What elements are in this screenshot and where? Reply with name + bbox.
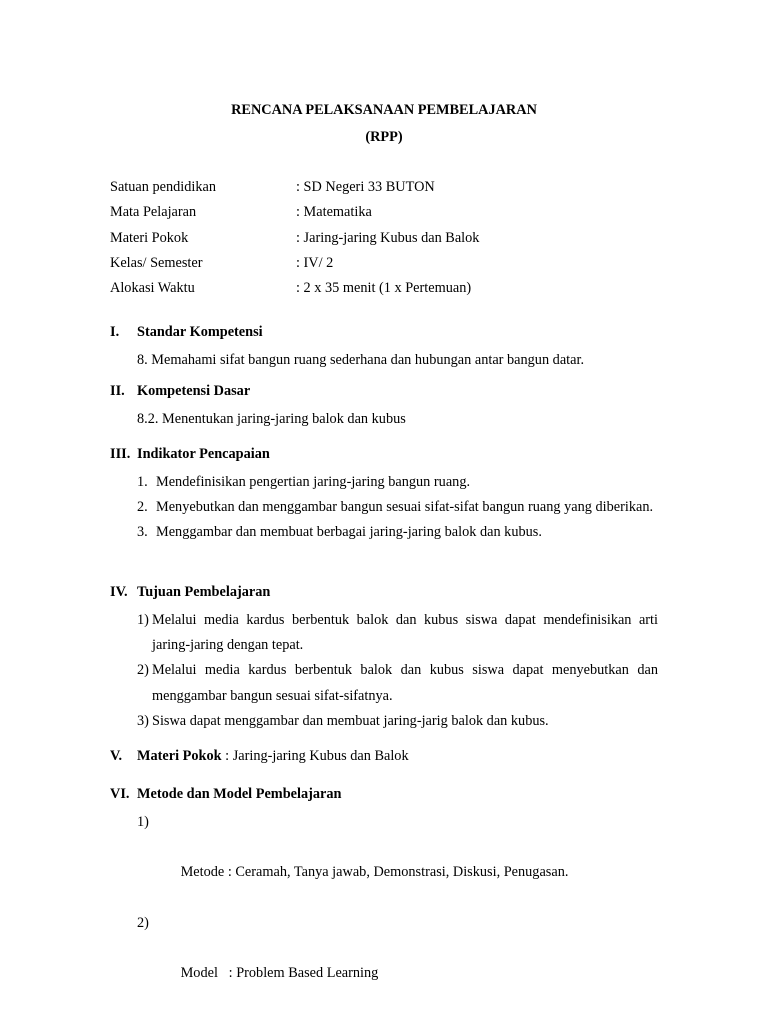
list-item-text: Menggambar dan membuat berbagai jaring-jaring balok dan kubus. bbox=[156, 524, 542, 541]
list-item-number: 2. bbox=[137, 499, 148, 516]
section-number: VI. bbox=[110, 786, 130, 802]
section-number: I. bbox=[110, 324, 120, 340]
list-item-number: 1) bbox=[137, 612, 149, 628]
section-inline-text: : Jaring-jaring Kubus dan Balok bbox=[221, 748, 409, 764]
section-heading bbox=[110, 747, 658, 772]
list-item-text: Siswa dapat menggambar dan membuat jaring-jarig balok dan kubus. bbox=[152, 712, 549, 729]
method-list bbox=[110, 810, 658, 1012]
list-item bbox=[137, 709, 658, 734]
section-number: IV. bbox=[110, 584, 128, 600]
list-item-number: 3) bbox=[137, 712, 149, 729]
list-item bbox=[137, 810, 658, 911]
info-label: Alokasi Waktu bbox=[110, 280, 195, 297]
list-item-text: Model : Problem Based Learning bbox=[180, 965, 379, 982]
info-value: : Jaring-jaring Kubus dan Balok bbox=[296, 229, 480, 246]
section-indikator-pencapaian bbox=[110, 445, 658, 546]
objective-list bbox=[110, 608, 658, 734]
section-title: Tujuan Pembelajaran bbox=[137, 584, 271, 600]
list-item-number: 2) bbox=[137, 662, 149, 679]
info-value: : 2 x 35 menit (1 x Pertemuan) bbox=[296, 280, 472, 297]
section-number: III. bbox=[110, 446, 131, 462]
section-tujuan-pembelajaran bbox=[110, 583, 658, 734]
list-item-number: 1) bbox=[137, 814, 149, 830]
list-item-text: Menyebutkan dan menggambar bangun sesuai sifat-sifat bangun ruang yang diberikan. bbox=[156, 499, 654, 516]
section-title: Kompetensi Dasar bbox=[137, 383, 251, 399]
list-item bbox=[137, 495, 658, 520]
list-item-text: Melalui media kardus berbentuk balok dan kubus siswa dapat mendefinisikan arti jaring-jaring dengan tepat. bbox=[152, 612, 658, 654]
list-item bbox=[137, 470, 658, 495]
section-metode-model bbox=[110, 785, 658, 1012]
document-title: RENCANA PELAKSANAAN PEMBELAJARAN bbox=[231, 102, 537, 118]
info-label: Mata Pelajaran bbox=[110, 204, 197, 221]
list-item-number: 2) bbox=[137, 914, 149, 931]
section-heading bbox=[110, 785, 658, 810]
section-text: 8.2. Menentukan jaring-jaring balok dan kubus bbox=[137, 411, 406, 427]
section-kompetensi-dasar bbox=[110, 382, 658, 432]
section-heading bbox=[110, 445, 658, 470]
section-heading bbox=[110, 382, 658, 407]
list-item bbox=[137, 520, 658, 545]
list-item-text: Mendefinisikan pengertian jaring-jaring bangun ruang. bbox=[156, 474, 471, 490]
info-value: : IV/ 2 bbox=[296, 254, 334, 271]
indicator-list bbox=[110, 470, 658, 546]
document-subtitle: (RPP) bbox=[365, 129, 403, 145]
section-standar-kompetensi bbox=[110, 323, 658, 373]
section-number: II. bbox=[110, 383, 125, 399]
list-item-text: Melalui media kardus berbentuk balok dan kubus siswa dapat menyebutkan dan menggambar bangun sesuai sifat-sifatnya. bbox=[152, 662, 658, 704]
info-label: Materi Pokok bbox=[110, 229, 189, 246]
section-title: Standar Kompetensi bbox=[137, 324, 263, 340]
section-title: Materi Pokok bbox=[137, 748, 222, 764]
list-item bbox=[137, 608, 658, 658]
list-item bbox=[137, 911, 658, 1012]
list-item-text: Metode : Ceramah, Tanya jawab, Demonstrasi, Diskusi, Penugasan. bbox=[180, 864, 569, 881]
info-value: : Matematika bbox=[296, 204, 372, 221]
info-label: Kelas/ Semester bbox=[110, 254, 203, 271]
section-materi-pokok bbox=[110, 747, 658, 772]
section-number: V. bbox=[110, 748, 123, 764]
info-label: Satuan pendidikan bbox=[110, 179, 217, 195]
list-item bbox=[137, 658, 658, 708]
section-title: Metode dan Model Pembelajaran bbox=[137, 786, 342, 802]
list-item-number: 1. bbox=[137, 474, 148, 490]
info-value: : SD Negeri 33 BUTON bbox=[296, 179, 435, 195]
list-item-number: 3. bbox=[137, 524, 148, 541]
section-heading bbox=[110, 583, 658, 608]
section-title: Indikator Pencapaian bbox=[137, 446, 270, 462]
section-heading bbox=[110, 323, 658, 348]
section-text: 8. Memahami sifat bangun ruang sederhana dan hubungan antar bangun datar. bbox=[137, 352, 585, 368]
